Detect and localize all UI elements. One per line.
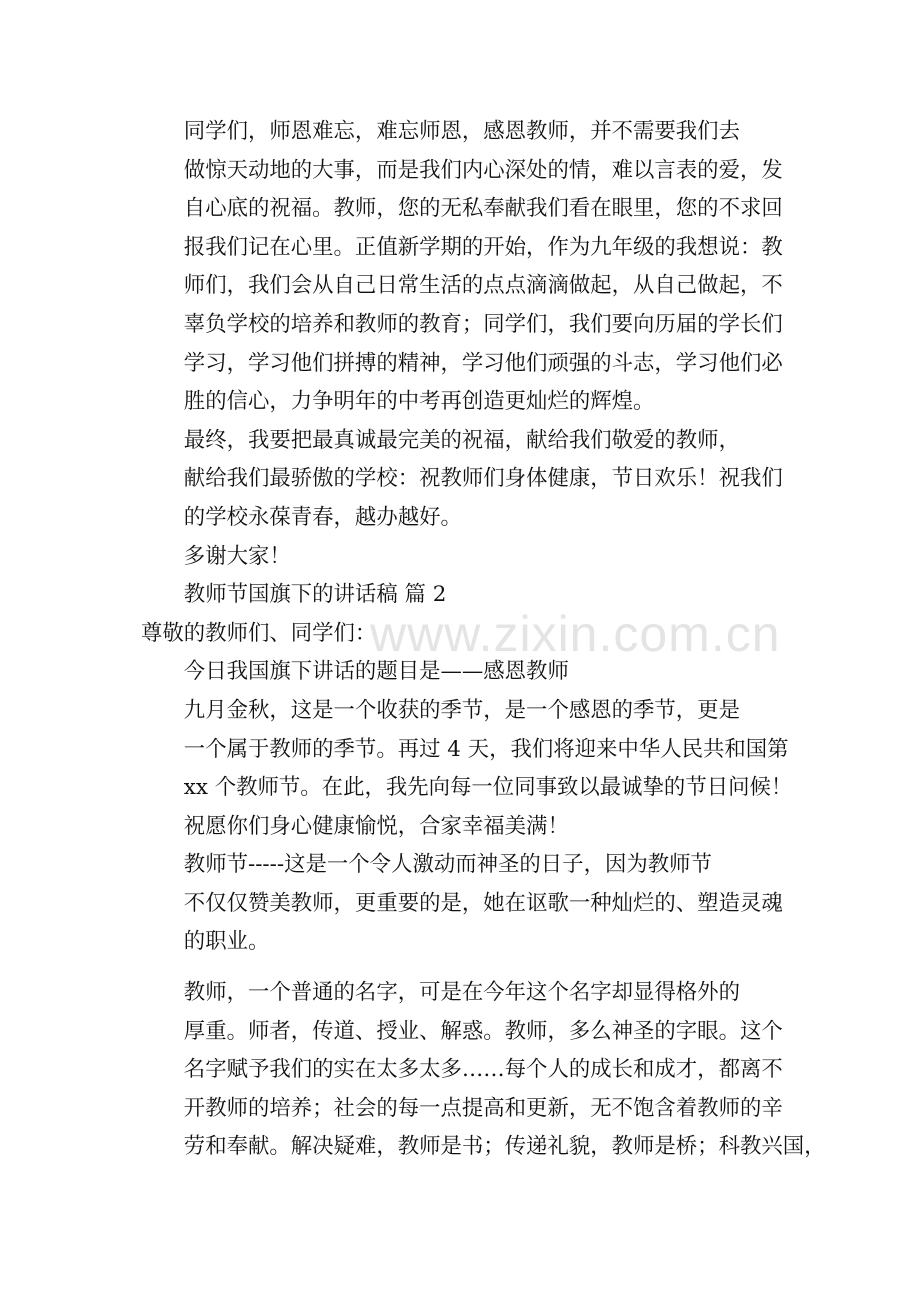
text-line: 多谢大家！ — [183, 543, 291, 569]
text-line: 尊敬的教师们、同学们： — [141, 620, 377, 646]
text-line: 做惊天动地的大事，而是我们内心深处的情，难以言表的爱，发 — [183, 157, 783, 183]
paragraph-p3 — [141, 538, 786, 577]
paragraph-p9 — [141, 974, 826, 1167]
text-line: 开教师的培养；社会的每一点提高和更新，无不饱含着教师的辛 — [183, 1095, 783, 1121]
paragraph-p8 — [141, 846, 786, 962]
text-line: xx 个教师节。在此，我先向每一位同事致以最诚挚的节日问候！ — [183, 775, 793, 801]
text-line: 献给我们最骄傲的学校：祝教师们身体健康，节日欢乐！祝我们 — [183, 466, 783, 492]
text-line: 同学们，师恩难忘，难忘师恩，感恩教师，并不需要我们去 — [183, 119, 740, 144]
paragraph-p6 — [141, 653, 786, 692]
text-line: 师们，我们会从自己日常生活的点点滴滴做起，从自己做起，不 — [183, 273, 783, 299]
text-line: 今日我国旗下讲话的题目是——感恩教师 — [183, 659, 569, 685]
document-body — [141, 113, 826, 1167]
paragraph-p5 — [141, 615, 786, 654]
text-line: 辜负学校的培养和教师的教育；同学们，我们要向历届的学长们 — [183, 311, 783, 337]
paragraph-p4 — [141, 576, 786, 615]
text-line: 的学校永葆青春，越办越好。 — [183, 504, 462, 530]
text-line: 一个属于教师的季节。再过 4 天，我们将迎来中华人民共和国第 — [183, 736, 789, 762]
text-line: 自心底的祝福。教师，您的无私奉献我们看在眼里，您的不求回 — [183, 196, 783, 222]
text-line: 名字赋予我们的实在太多太多……每个人的成长和成才，都离不 — [183, 1057, 783, 1083]
text-line: 不仅仅赞美教师，更重要的是，她在讴歌一种灿烂的、塑造灵魂 — [183, 890, 783, 916]
watermark: www.zixin.com.cn — [370, 606, 781, 662]
text-line: 祝愿你们身心健康愉悦，合家幸福美满！ — [183, 813, 569, 839]
text-line: 厚重。师者，传道、授业、解惑。教师，多么神圣的字眼。这个 — [183, 1018, 783, 1044]
paragraph-p2 — [141, 422, 786, 538]
paragraph-p1 — [141, 113, 786, 422]
paragraph-p7 — [141, 692, 793, 846]
text-line: 教师节国旗下的讲话稿 篇 2 — [183, 582, 447, 608]
text-line: 教师，一个普通的名字，可是在今年这个名字却显得格外的 — [183, 980, 740, 1006]
text-line: 劳和奉献。解决疑难，教师是书；传递礼貌，教师是桥；科教兴国， — [183, 1134, 826, 1160]
text-line: 学习，学习他们拼搏的精神，学习他们顽强的斗志，学习他们必 — [183, 350, 783, 376]
text-line: 最终，我要把最真诚最完美的祝福，献给我们敬爱的教师， — [183, 427, 740, 453]
text-line: 教师节-----这是一个令人激动而神圣的日子，因为教师节 — [183, 852, 712, 878]
text-line: 的职业。 — [183, 929, 270, 955]
text-line: 胜的信心，力争明年的中考再创造更灿烂的辉煌。 — [183, 389, 655, 415]
text-line: 报我们记在心里。正值新学期的开始，作为九年级的我想说：教 — [183, 234, 783, 260]
text-line: 九月金秋，这是一个收获的季节，是一个感恩的季节，更是 — [183, 697, 740, 723]
